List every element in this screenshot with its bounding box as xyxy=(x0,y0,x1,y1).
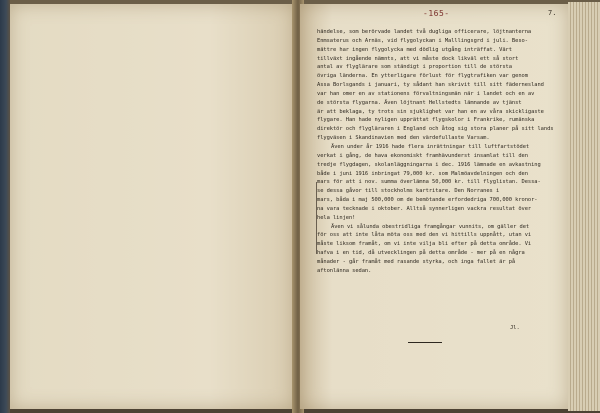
typed-body-text xyxy=(317,28,561,276)
text-line-indented: Även vi sålunda obestridliga framgångar vunnits, om gäller det xyxy=(331,223,530,230)
text-line: månader - går framåt med rasande styrka, och inga fallet är på xyxy=(317,258,516,265)
text-line: Enmsaterus och Arnäs, vid flygolyckan i Malllingsgrd i juli. Beso- xyxy=(317,37,528,44)
text-line: mars, båda i maj 500,000 om de bemötande erfordedriga 700,000 kronor- xyxy=(317,197,538,204)
page-number: 7. xyxy=(548,9,557,17)
text-line: är att beklaga, ty trots sin sjuklighet var han en av våra skickligaste xyxy=(317,108,544,115)
page-edges-stack xyxy=(568,2,600,411)
text-line: antal av flyglärare som ständigt i proportion till de största xyxy=(317,64,512,71)
text-line: tillväxt ingående nämnts, att vi måste dock likväl ett så stort xyxy=(317,55,519,62)
text-line: övriga länderna. En ytterligare förlust för flygtrafiken var genom xyxy=(317,73,528,80)
text-line: för oss att inte låta möta oss med den vi hittills uppnått, utan vi xyxy=(317,232,532,239)
text-line: flygväsen i Skandinavien med den värdefullaste Varsam. xyxy=(317,135,490,142)
text-line: hafva i en tid, då utvecklingen på detta område - mer på en några xyxy=(317,250,525,257)
text-line: måste liksom framåt, om vi inte vilja bli efter på detta område. Vi xyxy=(317,241,532,248)
margin-marking xyxy=(316,182,317,254)
text-line: händelse, som berörvade landet två dugliga officerare, löjtnanterna xyxy=(317,29,532,35)
text-line: aftonlänna sedan. xyxy=(317,267,372,274)
text-line: var han omer en av stationens förvaltningsmän när i landet och en av xyxy=(317,90,535,97)
end-rule xyxy=(408,342,442,343)
text-line: na vara tecknade i oktober. Alltså synnerligen vackra resultat över xyxy=(317,205,532,212)
text-line: både i juni 1916 inbringat 79,000 kr. som Malmöavdelningen och den xyxy=(317,170,528,177)
text-line: direktör och flygläraren i England och åtog sig stora planer på sitt lands xyxy=(317,126,554,133)
left-page-blank xyxy=(10,4,295,409)
text-line: tredje flygdagen, skolanläggningarna i dec. 1916 lämnade en avkastning xyxy=(317,161,541,168)
text-line-indented: Även under år 1916 hade flera inrättningar till luftfartstödet xyxy=(331,143,530,150)
text-line: Assa Borlsgands i januari, ty sådant han skrivit till sitt fädernesland xyxy=(317,82,544,89)
handwritten-folio-number: -165- xyxy=(423,9,450,18)
book-cover-edge xyxy=(0,0,10,413)
text-line: mättre har ingen flygolycka med dödlig utgång inträffat. Värt xyxy=(317,46,512,53)
text-line: verkat i gång, de hava ekonomiskt framhävunderst insamlat till den xyxy=(317,152,528,159)
text-line: hela linjen! xyxy=(317,214,356,221)
text-line: mars för att i nov. summa överlämna 50,000 kr. till flyglistan. Dessa- xyxy=(317,179,541,186)
signature-initials: Jl. xyxy=(510,325,520,331)
text-line: flygare. Han hade nyligen upprättat flygskolor i Frankrike, rumänska xyxy=(317,117,535,124)
text-line: se dessa gåvor till stockholms kartritare. Den Norranes i xyxy=(317,188,500,195)
text-line: de största flygarna. Även löjtnant Hellstedts lämnande av tjänst xyxy=(317,99,522,106)
